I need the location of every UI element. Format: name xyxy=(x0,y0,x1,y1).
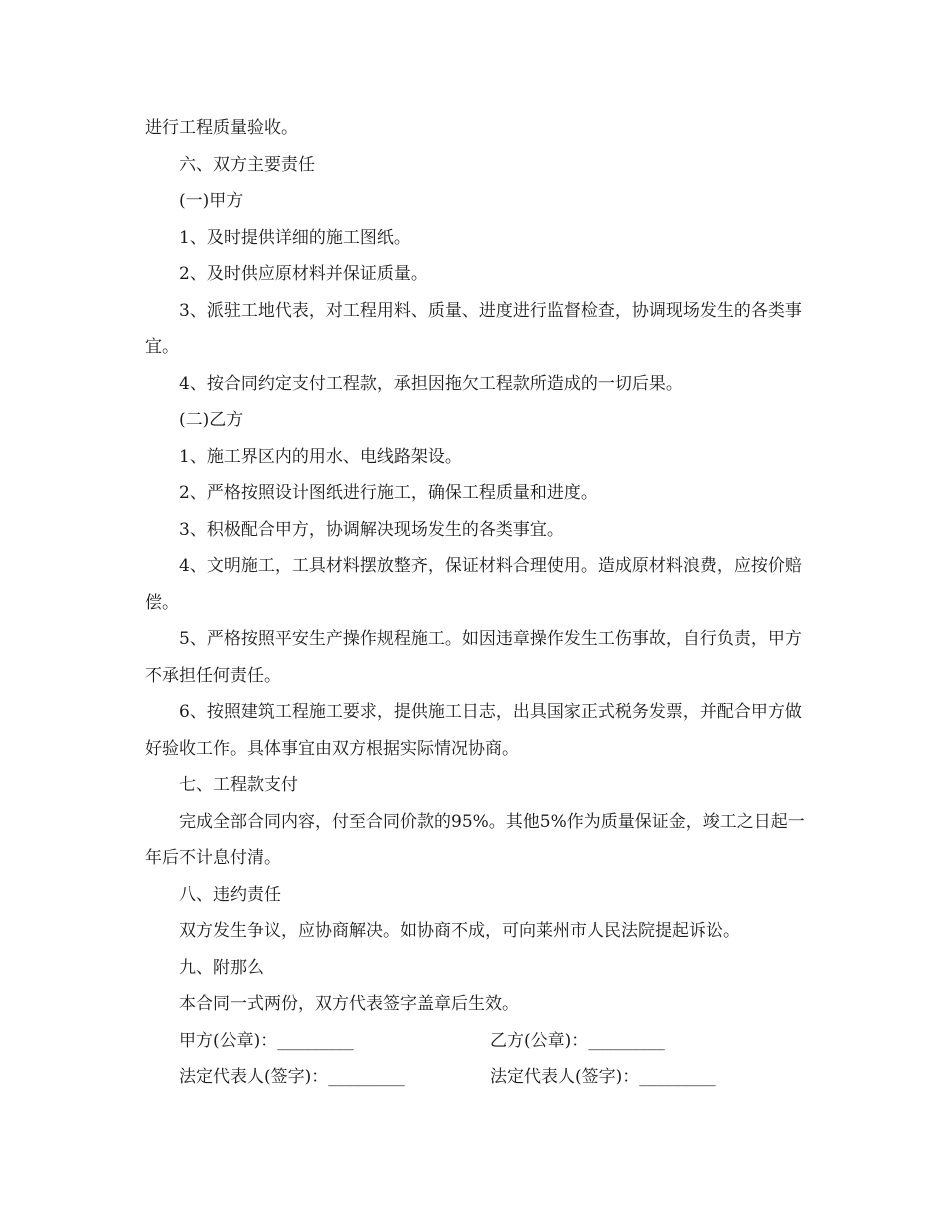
paragraph: 5、严格按照平安生产操作规程施工。如因违章操作发生工伤事故，自行负责，甲方不承担任何责任。 xyxy=(145,629,802,686)
paragraph: 4、文明施工，工具材料摆放整齐，保证材料合理使用。造成原材料浪费，应按价赔偿。 xyxy=(145,556,802,613)
paragraph: 4、按合同约定支付工程款，承担因拖欠工程款所造成的一切后果。 xyxy=(179,373,683,394)
party-a-representative-line: 法定代表人(签字)：_________ xyxy=(179,1067,405,1087)
subsection-heading-party-a: (一)甲方 xyxy=(179,191,244,211)
signature-row-representative xyxy=(145,1059,810,1096)
section-heading-supplementary: 九、附那么 xyxy=(179,957,264,978)
paragraph: 1、施工界区内的用水、电线路架设。 xyxy=(179,446,462,467)
paragraph: 本合同一式两份，双方代表签字盖章后生效。 xyxy=(179,994,519,1014)
paragraph: 双方发生争议，应协商解决。如协商不成，可向莱州市人民法院提起诉讼。 xyxy=(179,921,740,941)
paragraph: 2、及时供应原材料并保证质量。 xyxy=(179,264,428,284)
paragraph: 2、严格按照设计图纸进行施工，确保工程质量和进度。 xyxy=(179,483,598,503)
party-b-seal-line: 乙方(公章)：_________ xyxy=(490,1030,665,1051)
section-heading-breach: 八、违约责任 xyxy=(179,884,281,905)
party-a-seal-line: 甲方(公章)：_________ xyxy=(179,1030,354,1051)
signature-row-seal xyxy=(145,1023,810,1060)
paragraph: 完成全部合同内容，付至合同价款的95%。其他5%作为质量保证金，竣工之日起一年后不计息付清。 xyxy=(145,811,805,868)
paragraph: 进行工程质量验收。 xyxy=(145,118,298,138)
party-b-representative-line: 法定代表人(签字)：_________ xyxy=(490,1067,716,1087)
section-heading-responsibilities: 六、双方主要责任 xyxy=(179,154,315,175)
document-body xyxy=(145,110,810,1096)
subsection-heading-party-b: (二)乙方 xyxy=(179,410,244,430)
section-heading-payment: 七、工程款支付 xyxy=(179,775,298,795)
paragraph: 1、及时提供详细的施工图纸。 xyxy=(179,227,411,248)
paragraph: 3、派驻工地代表，对工程用料、质量、进度进行监督检查，协调现场发生的各类事宜。 xyxy=(145,300,802,357)
paragraph: 3、积极配合甲方，协调解决现场发生的各类事宜。 xyxy=(179,519,564,540)
paragraph: 6、按照建筑工程施工要求，提供施工日志，出具国家正式税务发票，并配合甲方做好验收工作。具体事宜由双方根据实际情况协商。 xyxy=(145,702,802,759)
